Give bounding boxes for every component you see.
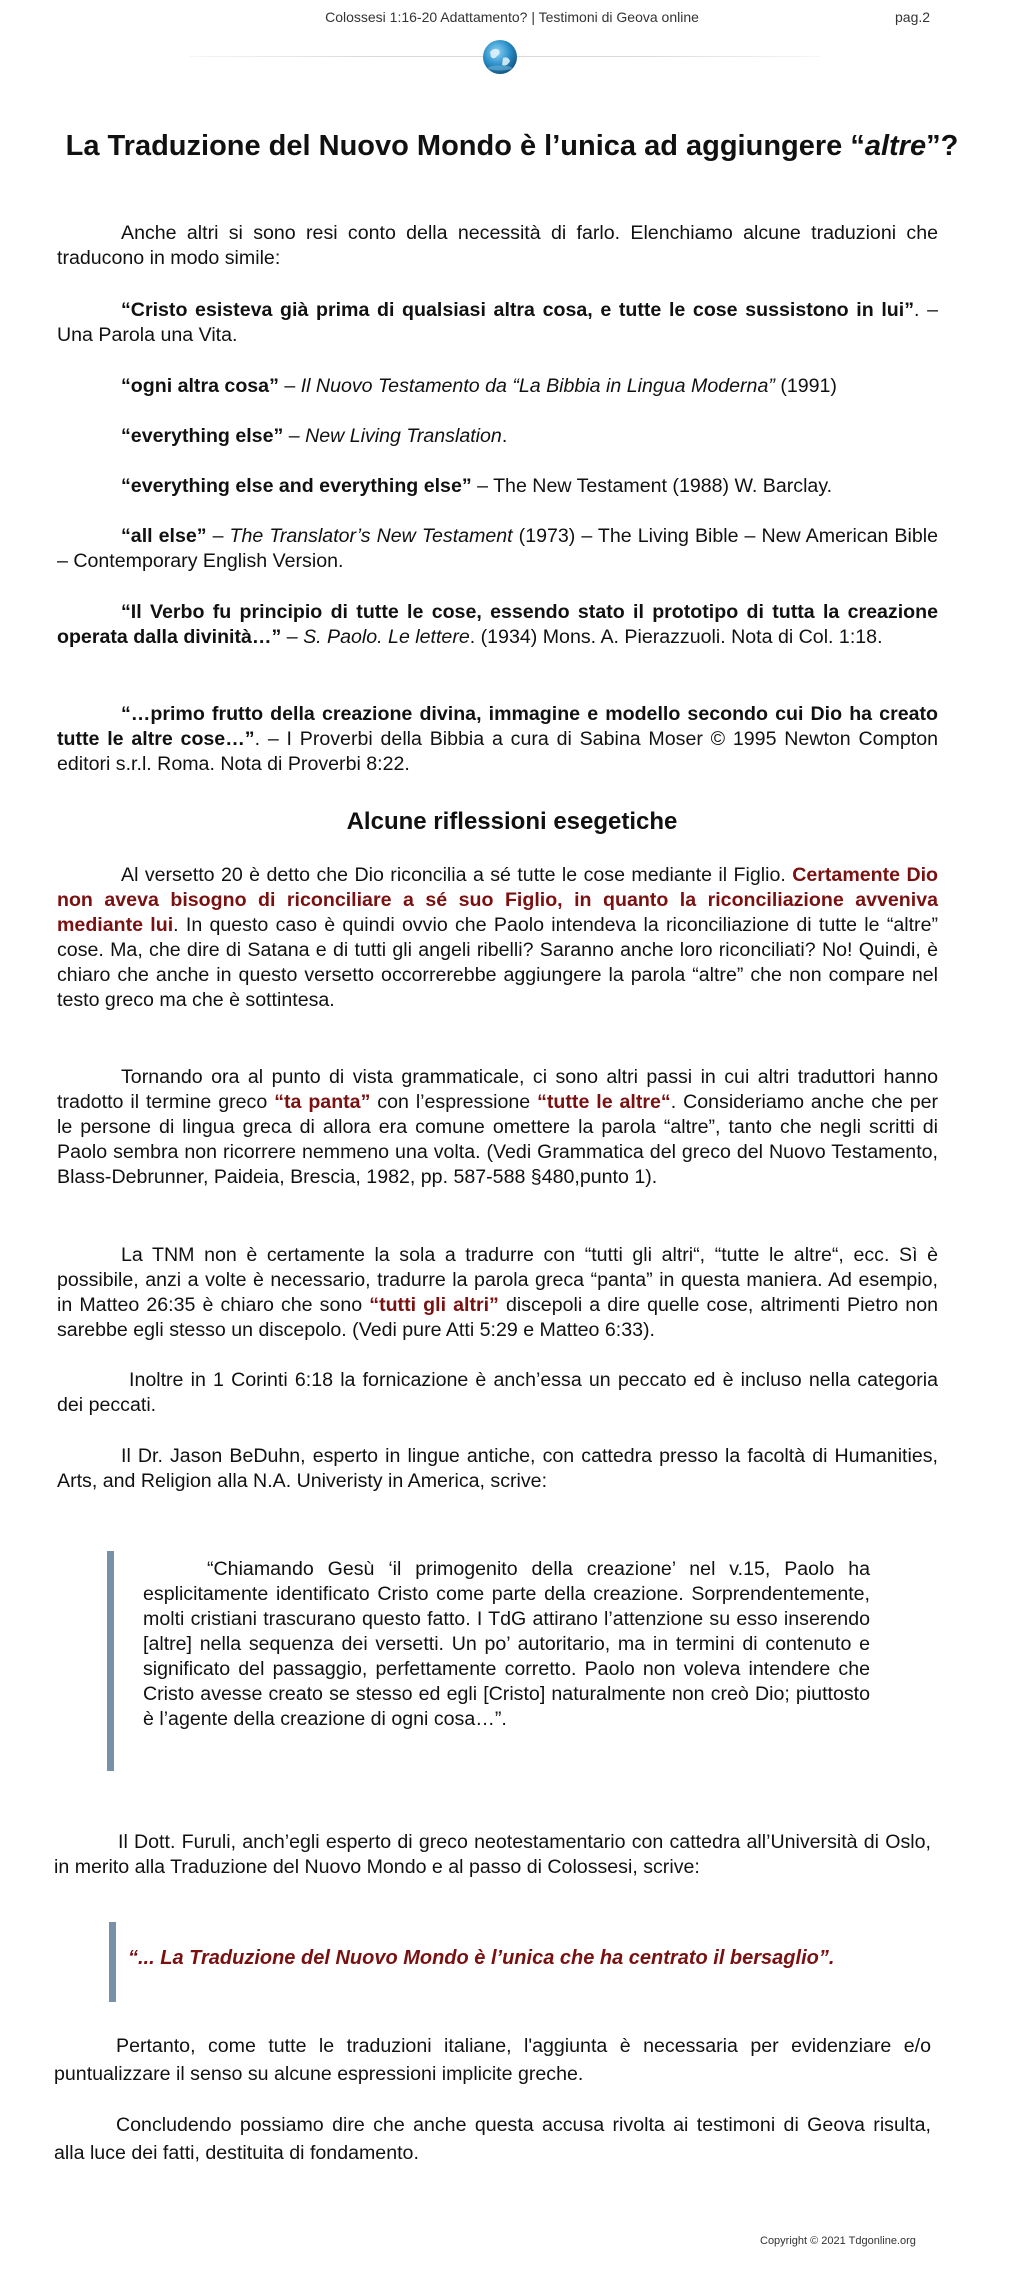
paragraph-corinti: Inoltre in 1 Corinti 6:18 la fornicazione è anch’essa un peccato ed è incluso nella categoria dei peccati. xyxy=(57,1369,938,1416)
globe-icon[interactable] xyxy=(481,38,519,76)
translation-item: “everything else and everything else” – The New Testament (1988) W. Barclay. xyxy=(121,475,833,497)
translation-item: “…primo frutto della creazione divina, immagine e modello secondo cui Dio ha creato tutte le altre cose…”. – I Proverbi della Bibbia a cura di Sabina Moser © 1995 Newton Compton editori s.r.l. Roma. Nota di Proverbi 8:22. xyxy=(57,703,938,775)
furuli-quote: “... La Traduzione del Nuovo Mondo è l’unica che ha centrato il bersaglio”. xyxy=(128,1947,835,1969)
paragraph-grammar: Tornando ora al punto di vista grammaticale, ci sono altri passi in cui altri traduttori hanno tradotto il termine greco “ta panta” con l’espressione “tutte le altre“. Consideriamo anche che per le persone di lingua greca di allora era comune omettere la parola “altre”, tanto che negli scritti di Paolo sembra non ricorrere nemmeno una volta. (Vedi Grammatica del greco del Nuovo Testamento, Blass-Debrunner, Paideia, Brescia, 1982, pp. 587-588 §480,punto 1). xyxy=(57,1066,939,1188)
translation-item: “Cristo esisteva già prima di qualsiasi altra cosa, e tutte le cose sussistono in lui”. – Una Parola una Vita. xyxy=(57,299,938,346)
intro-paragraph: Anche altri si sono resi conto della necessità di farlo. Elenchiamo alcune traduzioni che traducono in modo simile: xyxy=(57,222,938,269)
translation-item: “all else” – The Translator’s New Testament (1973) – The Living Bible – New American Bible – Contemporary English Version. xyxy=(57,525,938,572)
translation-item: “ogni altra cosa” – Il Nuovo Testamento da “La Bibbia in Lingua Moderna” (1991) xyxy=(121,375,837,397)
quote-bar xyxy=(109,1922,116,2002)
paragraph-beduhn: Il Dr. Jason BeDuhn, esperto in lingue antiche, con cattedra presso la facoltà di Humanities, Arts, and Religion alla N.A. Univeristy in America, scrive: xyxy=(57,1445,938,1492)
paragraph-conclusion: Concludendo possiamo dire che anche questa accusa rivolta ai testimoni di Geova risulta, alla luce dei fatti, destituita di fondamento. xyxy=(54,2114,931,2164)
beduhn-quote: “Chiamando Gesù ‘il primogenito della creazione’ nel v.15, Paolo ha esplicitamente identificato Cristo come parte della creazione. Sorprendentemente, molti cristiani trascurano questo fatto. I TdG attirano l’attenzione su esso inserendo [altre] nella sequenza dei versetti. Un po’ autoritario, ma in termini di contenuto e significato del passaggio, perfettamente corretto. Paolo non voleva intendere che Cristo avesse creato se stesso ed egli [Cristo] naturalmente non creò Dio; piuttosto è l’agente della creazione di ogni cosa…”. xyxy=(143,1558,870,1730)
page-number: pag.2 xyxy=(895,9,931,25)
section-title: Alcune riflessioni esegetiche xyxy=(346,808,678,835)
paragraph-reconciliation: Al versetto 20 è detto che Dio riconcilia a sé tutte le cose mediante il Figlio. Certamente Dio non aveva bisogno di riconciliare a sé suo Figlio, in quanto la riconciliazione avveniva mediante lui. In questo caso è quindi ovvio che Paolo intendeva la riconciliazione di tutte le “altre” cose. Ma, che dire di Satana e di tutti gli angeli ribelli? Saranno anche loro riconciliati? No! Quindi, è chiaro che anche in questo versetto occorrerebbe aggiungere la parola “altre” che non compare nel testo greco ma che è sottintesa. xyxy=(57,864,939,1011)
page-title: La Traduzione del Nuovo Mondo è l’unica ad aggiungere “altre”? xyxy=(65,130,959,162)
header-title: Colossesi 1:16-20 Adattamento? | Testimoni di Geova online xyxy=(325,9,699,25)
quote-bar xyxy=(107,1551,114,1771)
translation-item: “Il Verbo fu principio di tutte le cose, essendo stato il prototipo di tutta la creazione operata dalla divinità…” – S. Paolo. Le lettere. (1934) Mons. A. Pierazzuoli. Nota di Col. 1:18. xyxy=(57,601,938,648)
copyright: Copyright © 2021 Tdgonline.org xyxy=(760,2235,916,2247)
paragraph-furuli: Il Dott. Furuli, anch’egli esperto di greco neotestamentario con cattedra all’Università di Oslo, in merito alla Traduzione del Nuovo Mondo e al passo di Colossesi, scrive: xyxy=(54,1831,931,1878)
translation-item: “everything else” – New Living Translation. xyxy=(121,425,508,447)
paragraph-pertanto: Pertanto, come tutte le traduzioni italiane, l'aggiunta è necessaria per evidenziare e/o puntualizzare il senso su alcune espressioni implicite greche. xyxy=(54,2035,931,2085)
paragraph-tnm: La TNM non è certamente la sola a tradurre con “tutti gli altri“, “tutte le altre“, ecc. Sì è possibile, anzi a volte è necessario, tradurre la parola greca “panta” in questa maniera. Ad esempio, in Matteo 26:35 è chiaro che sono “tutti gli altri” discepoli a dire quelle cose, altrimenti Pietro non sarebbe egli stesso un discepolo. (Vedi pure Atti 5:29 e Matteo 6:33). xyxy=(57,1244,938,1341)
